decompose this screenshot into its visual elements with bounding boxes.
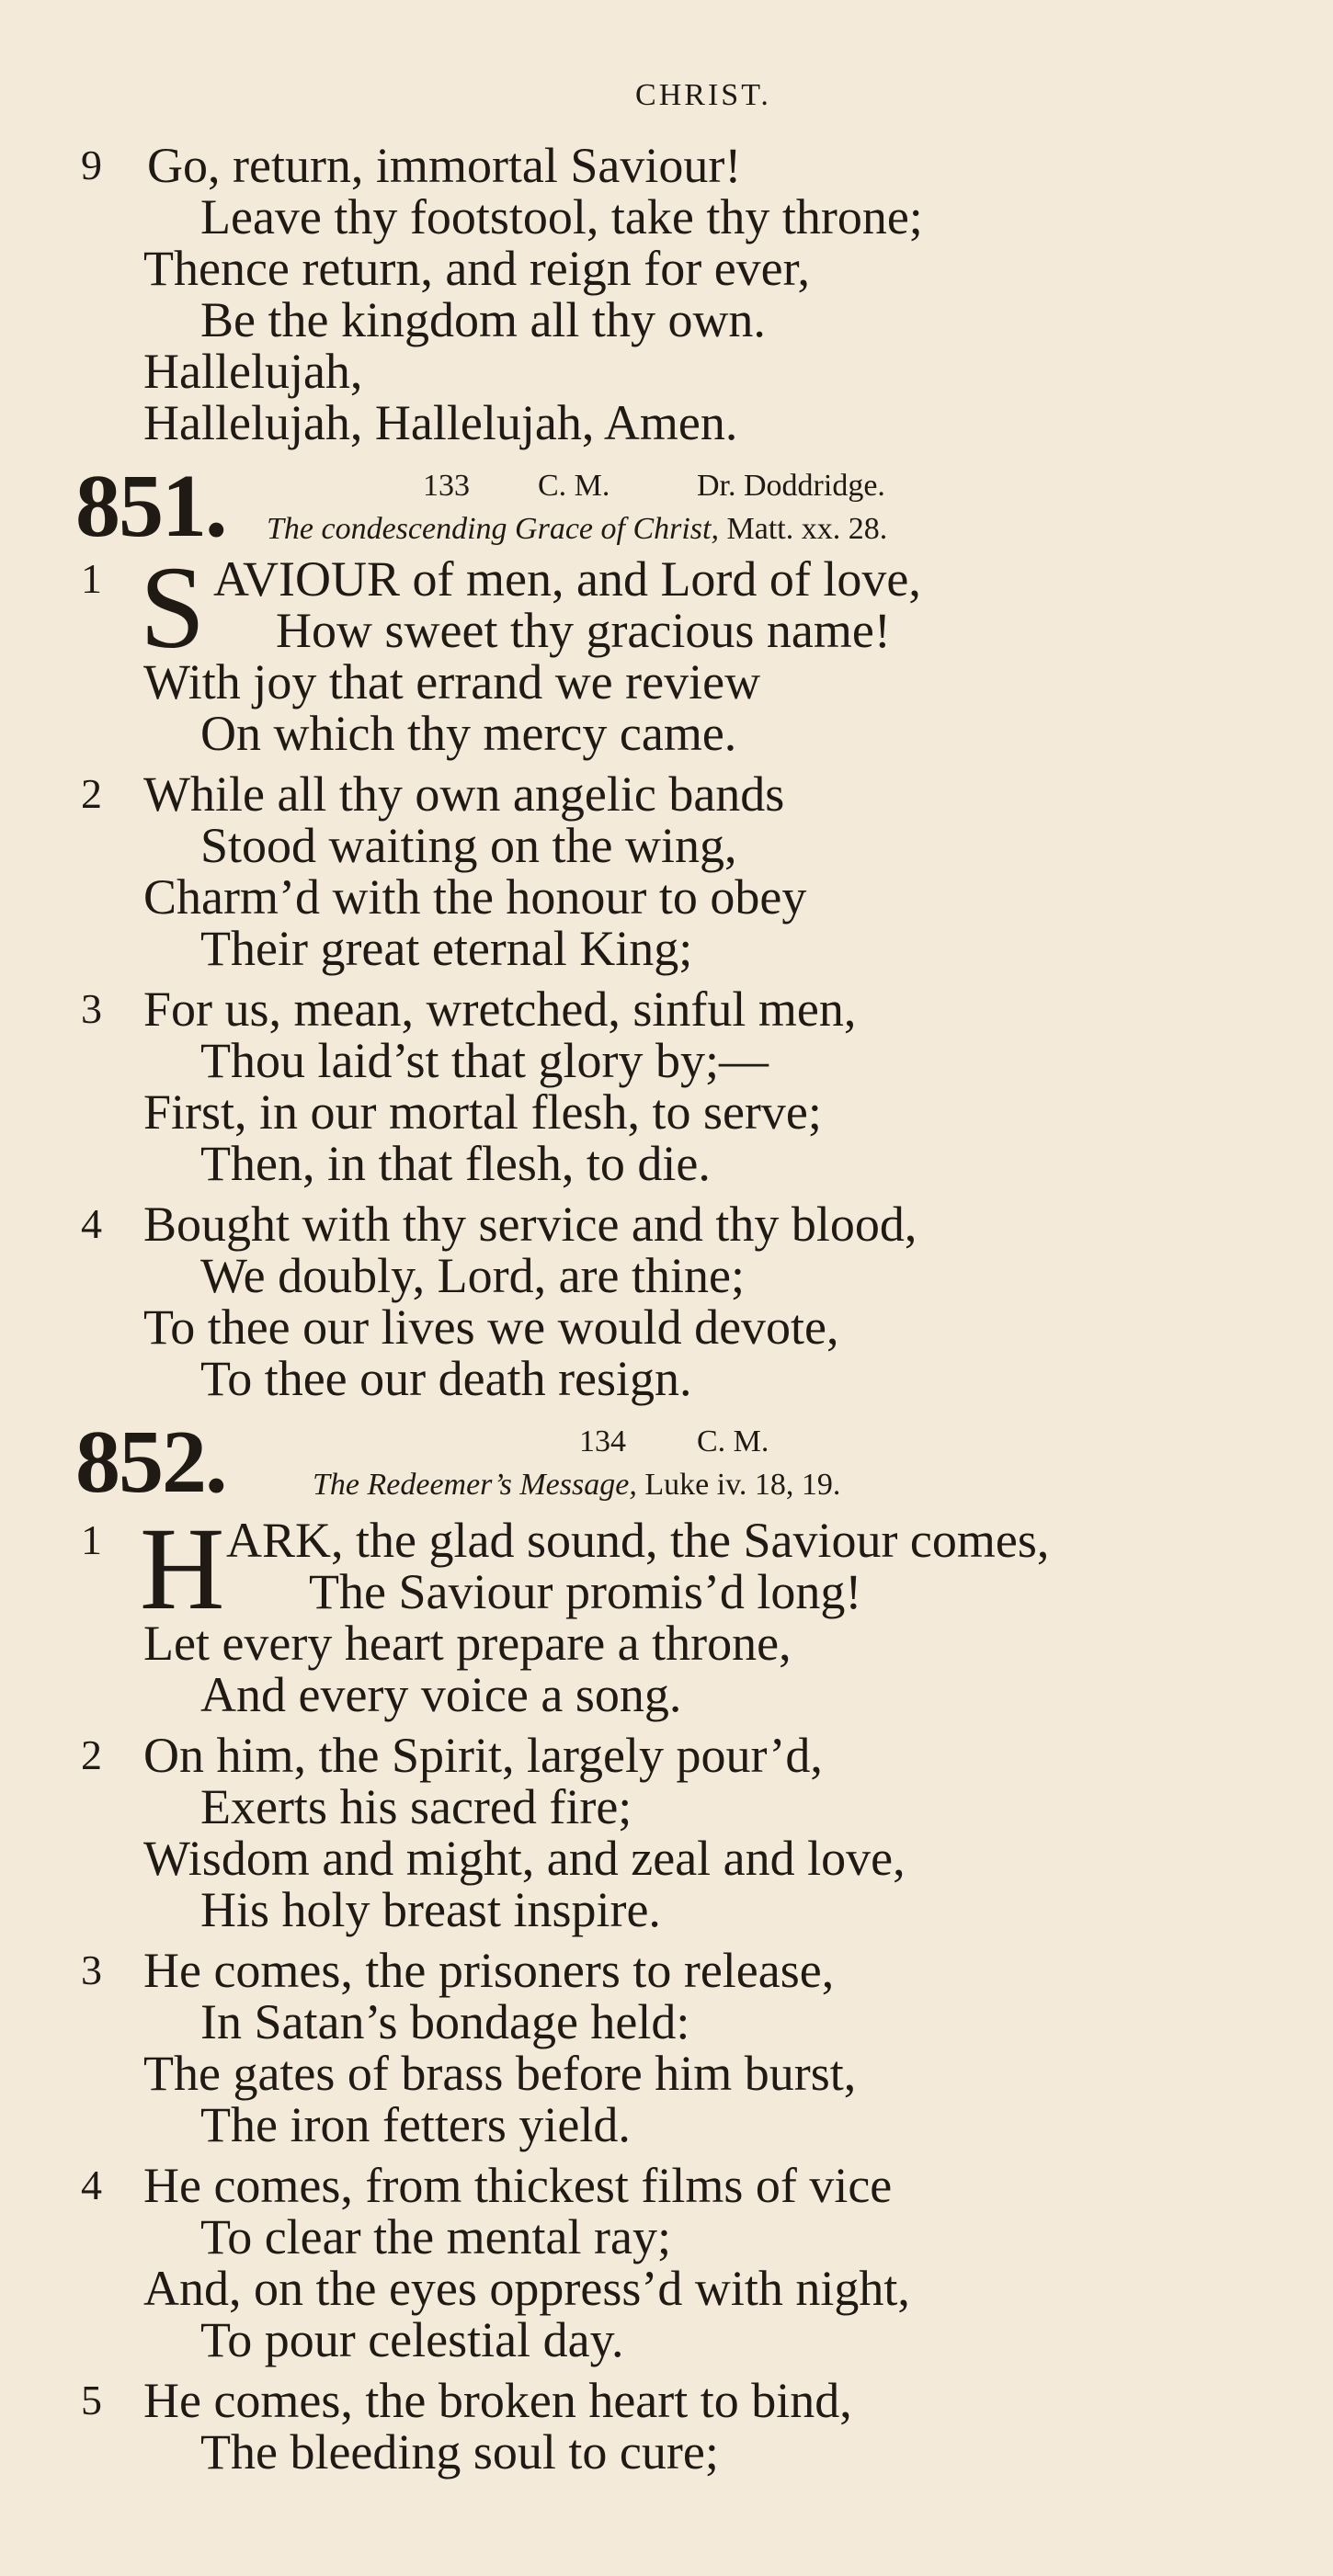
verse-number: 4 [81, 2162, 102, 2208]
verse-line: On him, the Spirit, largely pour’d, [143, 1728, 823, 1783]
verse-line: First, in our mortal flesh, to serve; [143, 1084, 822, 1140]
verse-line: Charm’d with the honour to obey [143, 869, 807, 925]
verse-line: While all thy own angelic bands [143, 766, 785, 822]
drop-cap: S [140, 542, 206, 673]
verse-line: And every voice a song. [200, 1667, 682, 1722]
verse-line: With joy that errand we review [143, 654, 761, 709]
verse-line: He comes, the prisoners to release, [143, 1943, 835, 1998]
hymn-number: 851. [75, 457, 226, 556]
verse-line: To clear the mental ray; [200, 2209, 671, 2264]
verse-line: AVIOUR of men, and Lord of love, [213, 551, 921, 607]
verse-line: The Saviour promis’d long! [309, 1564, 862, 1619]
verse-number: 1 [81, 555, 102, 602]
verse-line: Their great eternal King; [200, 921, 693, 976]
verse-line: In Satan’s bondage held: [200, 1994, 690, 2049]
hymn-subtitle [267, 511, 887, 548]
hymn-subtitle-title: The condescending Grace of Christ, [267, 512, 719, 546]
hymn-subtitle [313, 1467, 840, 1504]
verse-line: Wisdom and might, and zeal and love, [143, 1831, 906, 1886]
verse-number: 4 [81, 1200, 102, 1247]
scripture-reference: Matt. xx. 28. [726, 512, 888, 546]
verse-line: For us, mean, wretched, sinful men, [143, 982, 857, 1037]
verse-line: Hallelujah, [143, 344, 363, 399]
verse-number: 3 [81, 985, 102, 1032]
hymn-author: Dr. Doddridge. [697, 469, 885, 503]
verse-number: 3 [81, 1946, 102, 1993]
verse-line: The iron fetters yield. [200, 2097, 631, 2152]
verse-number: 1 [81, 1516, 102, 1563]
verse-number: 5 [81, 2377, 102, 2423]
meter: C. M. [538, 469, 610, 503]
verse-line: Be the kingdom all thy own. [200, 292, 766, 347]
verse-number: 9 [81, 142, 102, 188]
hymn-number: 852. [75, 1413, 226, 1512]
verse-line: To thee our death resign. [200, 1351, 692, 1406]
verse-number: 2 [81, 770, 102, 817]
verse-line: Hallelujah, Hallelujah, Amen. [143, 395, 738, 450]
verse-line: How sweet thy gracious name! [276, 603, 891, 658]
verse-line: Bought with thy service and thy blood, [143, 1197, 917, 1252]
verse-line: He comes, from thickest films of vice [143, 2158, 893, 2213]
verse-line: To thee our lives we would devote, [143, 1299, 839, 1355]
tune-number: 134 [579, 1424, 626, 1458]
verse-line: Exerts his sacred fire; [200, 1779, 632, 1834]
verse-line: His holy breast inspire. [200, 1882, 661, 1937]
verse-line: We doubly, Lord, are thine; [200, 1248, 745, 1303]
verse-number: 2 [81, 1731, 102, 1778]
verse-line: The bleeding soul to cure; [200, 2424, 719, 2480]
verse-line: Let every heart prepare a throne, [143, 1616, 792, 1671]
tune-number: 133 [423, 469, 470, 503]
verse-line: Thou laid’st that glory by;— [200, 1033, 769, 1088]
verse-line: He comes, the broken heart to bind, [143, 2373, 852, 2428]
hymn-subtitle-title: The Redeemer’s Message, [313, 1468, 637, 1502]
running-head: CHRIST. [635, 78, 771, 112]
meter: C. M. [697, 1424, 769, 1458]
verse-line: On which thy mercy came. [200, 706, 737, 761]
verse-line: To pour celestial day. [200, 2312, 624, 2367]
verse-line: ARK, the glad sound, the Saviour comes, [226, 1513, 1050, 1568]
verse-line: Leave thy footstool, take thy throne; [200, 189, 923, 244]
verse-line: Thence return, and reign for ever, [143, 241, 810, 296]
verse-line: And, on the eyes oppress’d with night, [143, 2261, 910, 2316]
verse-line: The gates of brass before him burst, [143, 2046, 857, 2101]
scripture-reference: Luke iv. 18, 19. [644, 1468, 841, 1502]
verse-line: Go, return, immortal Saviour! [147, 138, 742, 193]
verse-line: Then, in that flesh, to die. [200, 1136, 711, 1191]
verse-line: Stood waiting on the wing, [200, 818, 737, 873]
drop-cap: H [140, 1504, 225, 1634]
